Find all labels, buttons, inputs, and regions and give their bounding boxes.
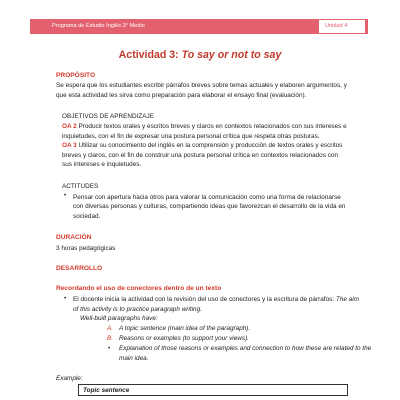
- duracion-value: 3 horas pedagógicas: [56, 244, 116, 252]
- proposito-line-2: que esta actividad les sirva como preparación para elaborar el ensayo final (evaluación).: [56, 91, 307, 99]
- item-c-text: Explanation of those reasons or examples and connection to how these are related to the: [119, 345, 372, 352]
- oa3-label: OA 3: [62, 142, 77, 149]
- item-a-marker: A.: [107, 325, 114, 332]
- desarrollo-bullet-line-1: El docente inicia la actividad con la revisión del uso de conectores y la escritura de párrafos: The aim: [73, 296, 359, 303]
- actitudes-line-1: Pensar con apertura hacia otros para valorar la comunicación como una forma de relacionarse: [73, 193, 341, 201]
- actitudes-line-3: sociedad.: [73, 212, 101, 220]
- example-label: Example:: [56, 375, 83, 382]
- oa2-label: OA 2: [62, 123, 77, 130]
- proposito-heading: PROPÓSITO: [56, 72, 96, 79]
- desarrollo-intro: Well-built paragraphs have:: [80, 315, 158, 322]
- actitudes-line-2: con diversas personas y culturas, compartiendo ideas que favorezcan el desarrollo de la vida en: [73, 203, 346, 210]
- objetivos-heading: OBJETIVOS DE APRENDIZAJE: [62, 113, 154, 120]
- oa3-line-3: sus intereses e inquietudes.: [62, 161, 142, 168]
- actitudes-heading: ACTITUDES: [62, 183, 99, 190]
- title-main: Actividad 3:: [118, 49, 179, 61]
- desarrollo-bullet-line-2: of this activity is to practice paragraph writing.: [73, 305, 202, 313]
- oa2-line-2: inquietudes, con el fin de expresar una postura personal crítica que respeta otras posturas.: [62, 132, 320, 140]
- proposito-line-1: Se espera que los estudiantes escribir párrafos breves sobre temas actuales y elaboren argumentos, y: [56, 82, 347, 89]
- bullet-icon: •: [64, 192, 67, 199]
- item-a-text: A topic sentence (main idea of the paragraph).: [119, 325, 251, 332]
- oa3-line-2: breves y claros, con el fin de construir una postura personal crítica en contextos relacionados con: [62, 151, 339, 159]
- item-b-marker: B.: [107, 335, 114, 342]
- page-title: [0, 49, 400, 61]
- oa3-line-1: OA 3 Utilizar su conocimiento del inglés en la comprensión y producción de textos orales y escritos: [62, 142, 343, 149]
- page-header: [0, 0, 400, 48]
- topic-sentence-box: Topic sentence: [78, 384, 348, 396]
- title-italic: To say or not to say: [181, 49, 282, 61]
- bullet-icon: •: [64, 295, 67, 302]
- item-c-marker: •: [108, 345, 111, 352]
- item-c-continued: main idea.: [119, 355, 149, 362]
- desarrollo-heading: DESARROLLO: [56, 265, 103, 272]
- header-program-label: Programa de Estudio Inglés 3° Medio: [52, 23, 145, 29]
- header-unit-label: Unidad 4: [325, 23, 348, 29]
- duracion-heading: DURACIÓN: [56, 234, 92, 241]
- oa2-line-1: OA 2 Producir textos orales y escritos breves y claros en contextos relacionados con sus intereses e: [62, 123, 347, 130]
- desarrollo-subheading: Recordando el uso de conectores dentro de un texto: [56, 285, 222, 292]
- item-b-text: Reasons or examples (to support your views).: [119, 335, 249, 342]
